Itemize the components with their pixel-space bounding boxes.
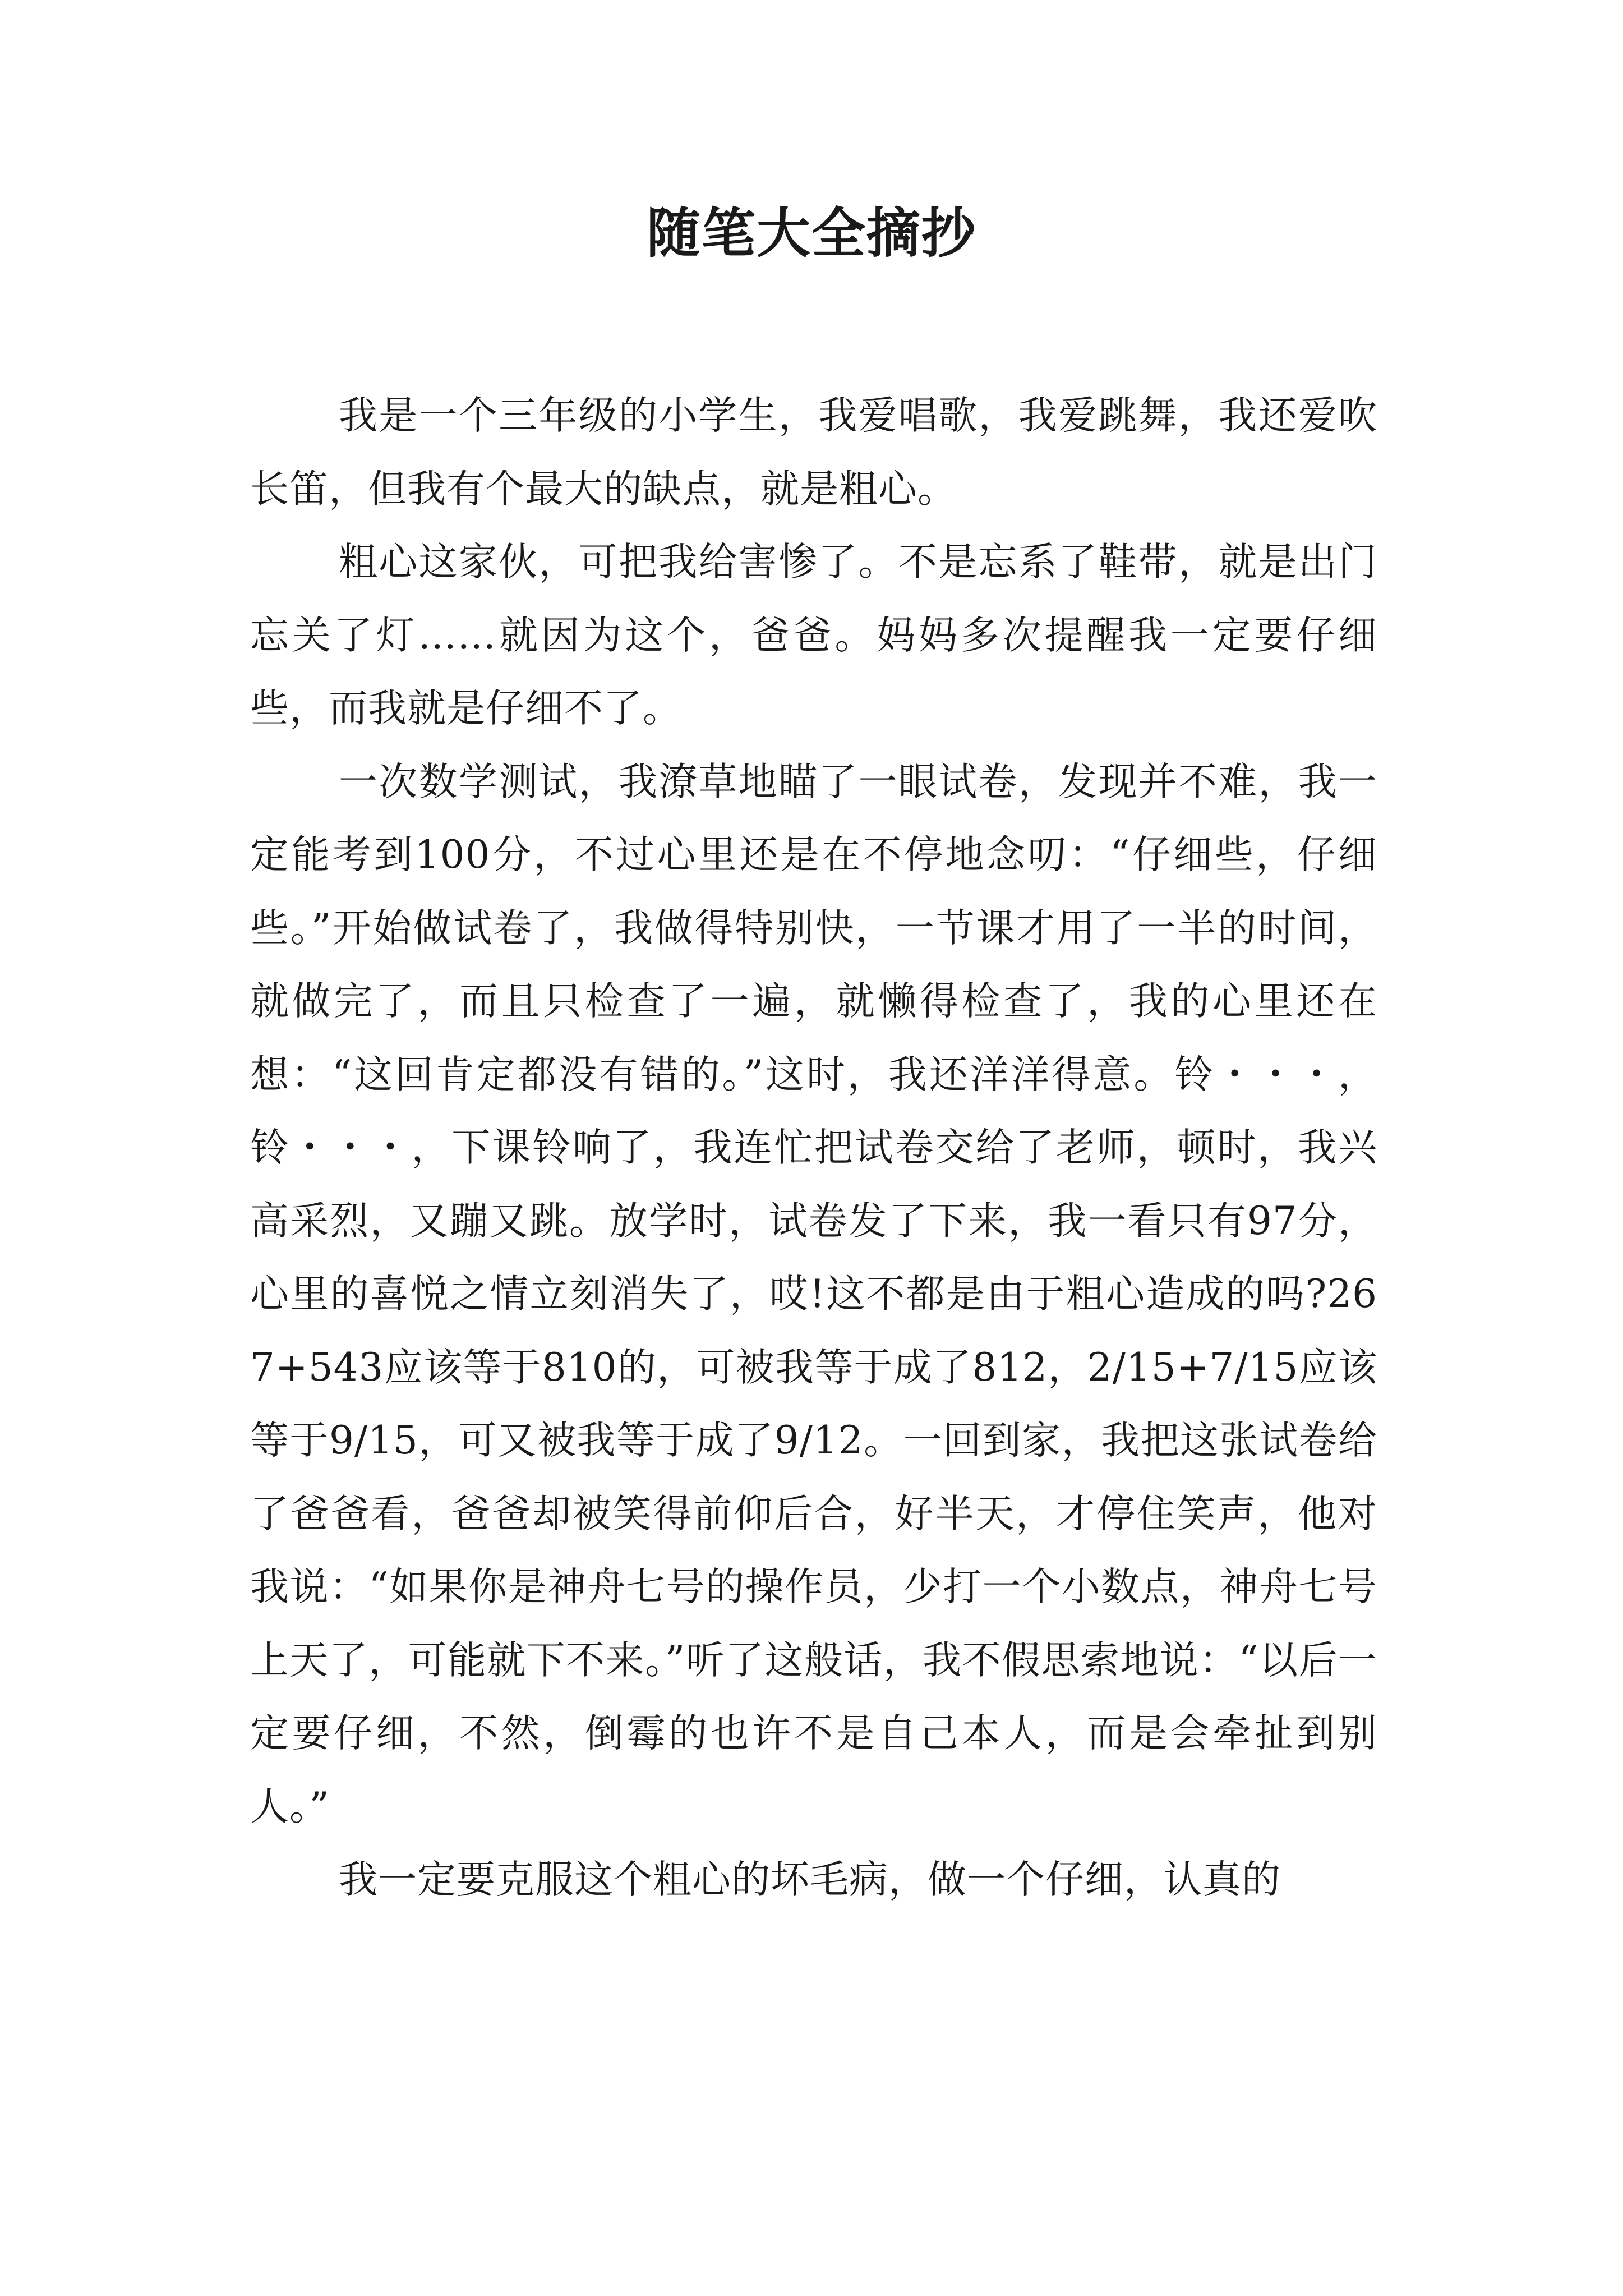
paragraph: 我是一个三年级的小学生，我爱唱歌，我爱跳舞，我还爱吹长笛，但我有个最大的缺点，就是粗心。	[250, 393, 1377, 512]
paragraph: 一次数学测试，我潦草地瞄了一眼试卷，发现并不难，我一定能考到100分，不过心里还是在不停地念叨：“仔细些，仔细些。”开始做试卷了，我做得特别快，一节课才用了一半的时间，就做完了，而且只检查了一遍，就懒得检查了，我的心里还在想：“这回肯定都没有错的。”这时，我还洋洋得意。铃・・・，铃・・・，下课铃响了，我连忙把试卷交给了老师，顿时，我兴高采烈，又蹦又跳。放学时，试卷发了下来，我一看只有97分，心里的喜悦之情立刻消失了，哎!这不都是由于粗心造成的吗?267+543应该等于810的，可被我等于成了812，2/15+7/15应该等于9/15，可又被我等于成了9/12。一回到家，我把这张试卷给了爸爸看，爸爸却被笑得前仰后合，好半天，才停住笑声，他对我说：“如果你是神舟七号的操作员，少打一个小数点，神舟七号上天了，可能就下不来。”听了这般话，我不假思索地说：“以后一定要仔细，不然，倒霉的也许不是自己本人，而是会牵扯到别人。”	[250, 759, 1377, 1829]
paragraph: 我一定要克服这个粗心的坏毛病，做一个仔细，认真的	[339, 1857, 1281, 1902]
document-body	[250, 379, 1377, 1917]
document-title: 随笔大全摘抄	[647, 202, 976, 265]
paragraph: 粗心这家伙，可把我给害惨了。不是忘系了鞋带，就是出门忘关了灯……就因为这个，爸爸。妈妈多次提醒我一定要仔细些，而我就是仔细不了。	[250, 540, 1377, 731]
